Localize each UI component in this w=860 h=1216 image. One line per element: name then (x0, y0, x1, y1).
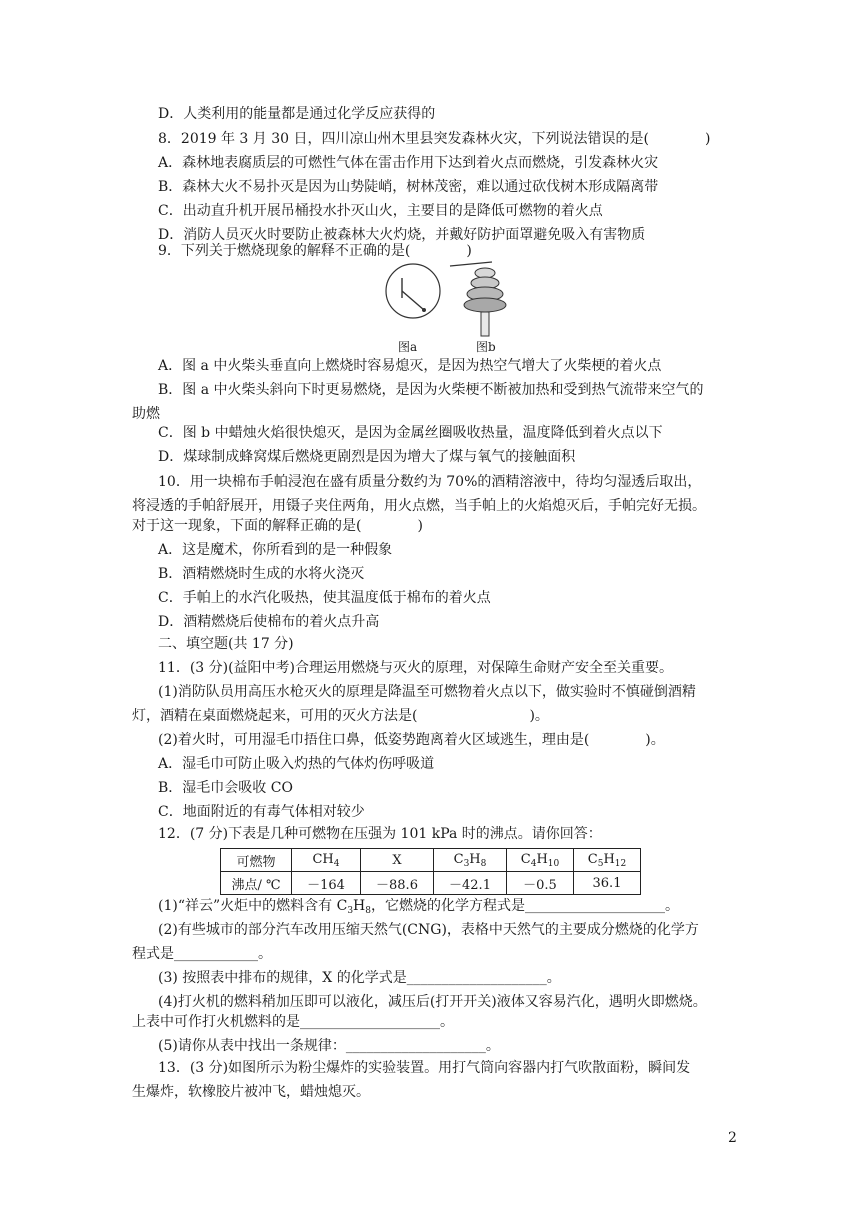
figure-b-caption: 图b (476, 340, 496, 354)
table-cell: －88.6 (361, 872, 434, 895)
text-line: 助燃 (132, 406, 160, 422)
table-row (221, 849, 641, 872)
question-8-stem: 8．2019 年 3 月 30 日，四川凉山州木里县突发森林火灾，下列说法错误的是( ) (158, 131, 711, 147)
option-line: A．湿毛巾可防止吸入灼热的气体灼伤呼吸道 (158, 756, 435, 772)
table-cell: $C_3H_8$ (434, 849, 507, 872)
option-line: C．图 b 中蜡烛火焰很快熄灭，是因为金属丝圈吸收热量，温度降低到着火点以下 (158, 425, 663, 441)
text-line: (3) 按照表中排布的规律，X 的化学式是____________________。 (158, 970, 561, 986)
table-row (221, 872, 641, 895)
table-cell: －0.5 (507, 872, 574, 895)
boiling-point-table (220, 848, 641, 895)
question-10-stem: 10．用一块棉布手帕浸泡在盛有质量分数约为 70%的酒精溶液中，待均匀湿透后取出， (158, 474, 702, 490)
option-line: D．煤球制成蜂窝煤后燃烧更剧烈是因为增大了煤与氧气的接触面积 (158, 449, 576, 465)
option-line: D．消防人员灭火时要防止被森林大火灼烧，并戴好防护面罩避免吸入有害物质 (158, 227, 646, 243)
option-line: A．这是魔术，你所看到的是一种假象 (158, 542, 393, 558)
table-cell: 36.1 (574, 872, 641, 895)
option-line: C．出动直升机开展吊桶投水扑灭山火，主要目的是降低可燃物的着火点 (158, 203, 603, 219)
option-line: B．湿毛巾会吸收 CO (158, 780, 293, 796)
section-heading: 二、填空题(共 17 分) (158, 636, 294, 652)
question-11-stem: 11．(3 分)(益阳中考)合理运用燃烧与灭火的原理，对保障生命财产安全至关重要。 (158, 660, 674, 676)
text-line: 生爆炸，软橡胶片被冲飞，蜡烛熄灭。 (132, 1084, 370, 1100)
question-13-stem: 13．(3 分)如图所示为粉尘爆炸的实验装置。用打气筒向容器内打气吹散面粉，瞬间发 (158, 1060, 691, 1076)
text-line: D．人类利用的能量都是通过化学反应获得的 (158, 106, 436, 122)
figure-a-match-head (422, 308, 426, 312)
text-line: 灯，酒精在桌面燃烧起来，可用的灭火方法是( )。 (132, 708, 549, 724)
page-number: 2 (728, 1130, 737, 1146)
table-cell: －164 (292, 872, 361, 895)
option-line: B．森林大火不易扑灭是因为山势陡峭，树林茂密，难以通过砍伐树木形成隔离带 (158, 179, 659, 195)
text-line: (2)着火时，可用湿毛巾捂住口鼻，低姿势跑离着火区域逃生，理由是( )。 (158, 732, 665, 748)
text-line: (1)消防队员用高压水枪灭火的原理是降温至可燃物着火点以下，做实验时不慎碰倒酒精 (158, 684, 696, 700)
text-line: 程式是____________。 (132, 946, 272, 962)
table-cell: $C_4H_{10}$ (507, 849, 574, 872)
table-cell: 沸点/ ℃ (221, 872, 292, 895)
figure-a-slanted-match (402, 291, 424, 310)
figure-b-coil-4 (464, 298, 506, 312)
table-cell: 可燃物 (221, 849, 292, 872)
question-12-stem: 12．(7 分)下表是几种可燃物在压强为 101 kPa 时的沸点。请你回答： (158, 826, 602, 842)
option-line: B．酒精燃烧时生成的水将火浇灭 (158, 566, 365, 582)
text-line: (2)有些城市的部分汽车改用压缩天然气(CNG)，表格中天然气的主要成分燃烧的化学方 (158, 922, 699, 938)
question-9-stem: 9．下列关于燃烧现象的解释不正确的是( ) (158, 243, 472, 259)
combustion-figure (380, 258, 530, 358)
text-line: 将浸透的手帕舒展开，用镊子夹住两角，用火点燃，当手帕上的火焰熄灭后，手帕完好无损。 (132, 498, 706, 514)
table-cell: $C_5H_{12}$ (574, 849, 641, 872)
option-line: C．手帕上的水汽化吸热，使其温度低于棉布的着火点 (158, 590, 491, 606)
text-line: (1)“祥云”火炬中的燃料含有 $C_3H_8$，它燃烧的化学方程式是____________________。 (158, 898, 679, 916)
text-line: 上表中可作打火机燃料的是____________________。 (132, 1014, 454, 1030)
text-line: 对于这一现象，下面的解释正确的是( ) (132, 518, 423, 534)
table-cell: $CH_4$ (292, 849, 361, 872)
figure-a-circle (386, 264, 440, 318)
option-line: B．图 a 中火柴头斜向下时更易燃烧，是因为火柴梗不断被加热和受到热气流带来空气的 (158, 382, 704, 398)
table-cell: －42.1 (434, 872, 507, 895)
option-line: A．森林地表腐质层的可燃性气体在雷击作用下达到着火点而燃烧，引发森林火灾 (158, 155, 659, 171)
text-line: (4)打火机的燃料稍加压即可以液化，减压后(打开开关)液体又容易汽化，遇明火即燃烧。 (158, 994, 707, 1010)
figure-b-candle (481, 312, 489, 336)
option-line: D．酒精燃烧后使棉布的着火点升高 (158, 614, 380, 630)
figure-a-caption: 图a (398, 340, 418, 354)
table-cell: X (361, 849, 434, 872)
text-line: (5)请你从表中找出一条规律：____________________。 (158, 1038, 500, 1054)
option-line: C．地面附近的有毒气体相对较少 (158, 804, 365, 820)
figure-b-wire-handle (450, 262, 492, 266)
option-line: A．图 a 中火柴头垂直向上燃烧时容易熄灭，是因为热空气增大了火柴梗的着火点 (158, 358, 662, 374)
